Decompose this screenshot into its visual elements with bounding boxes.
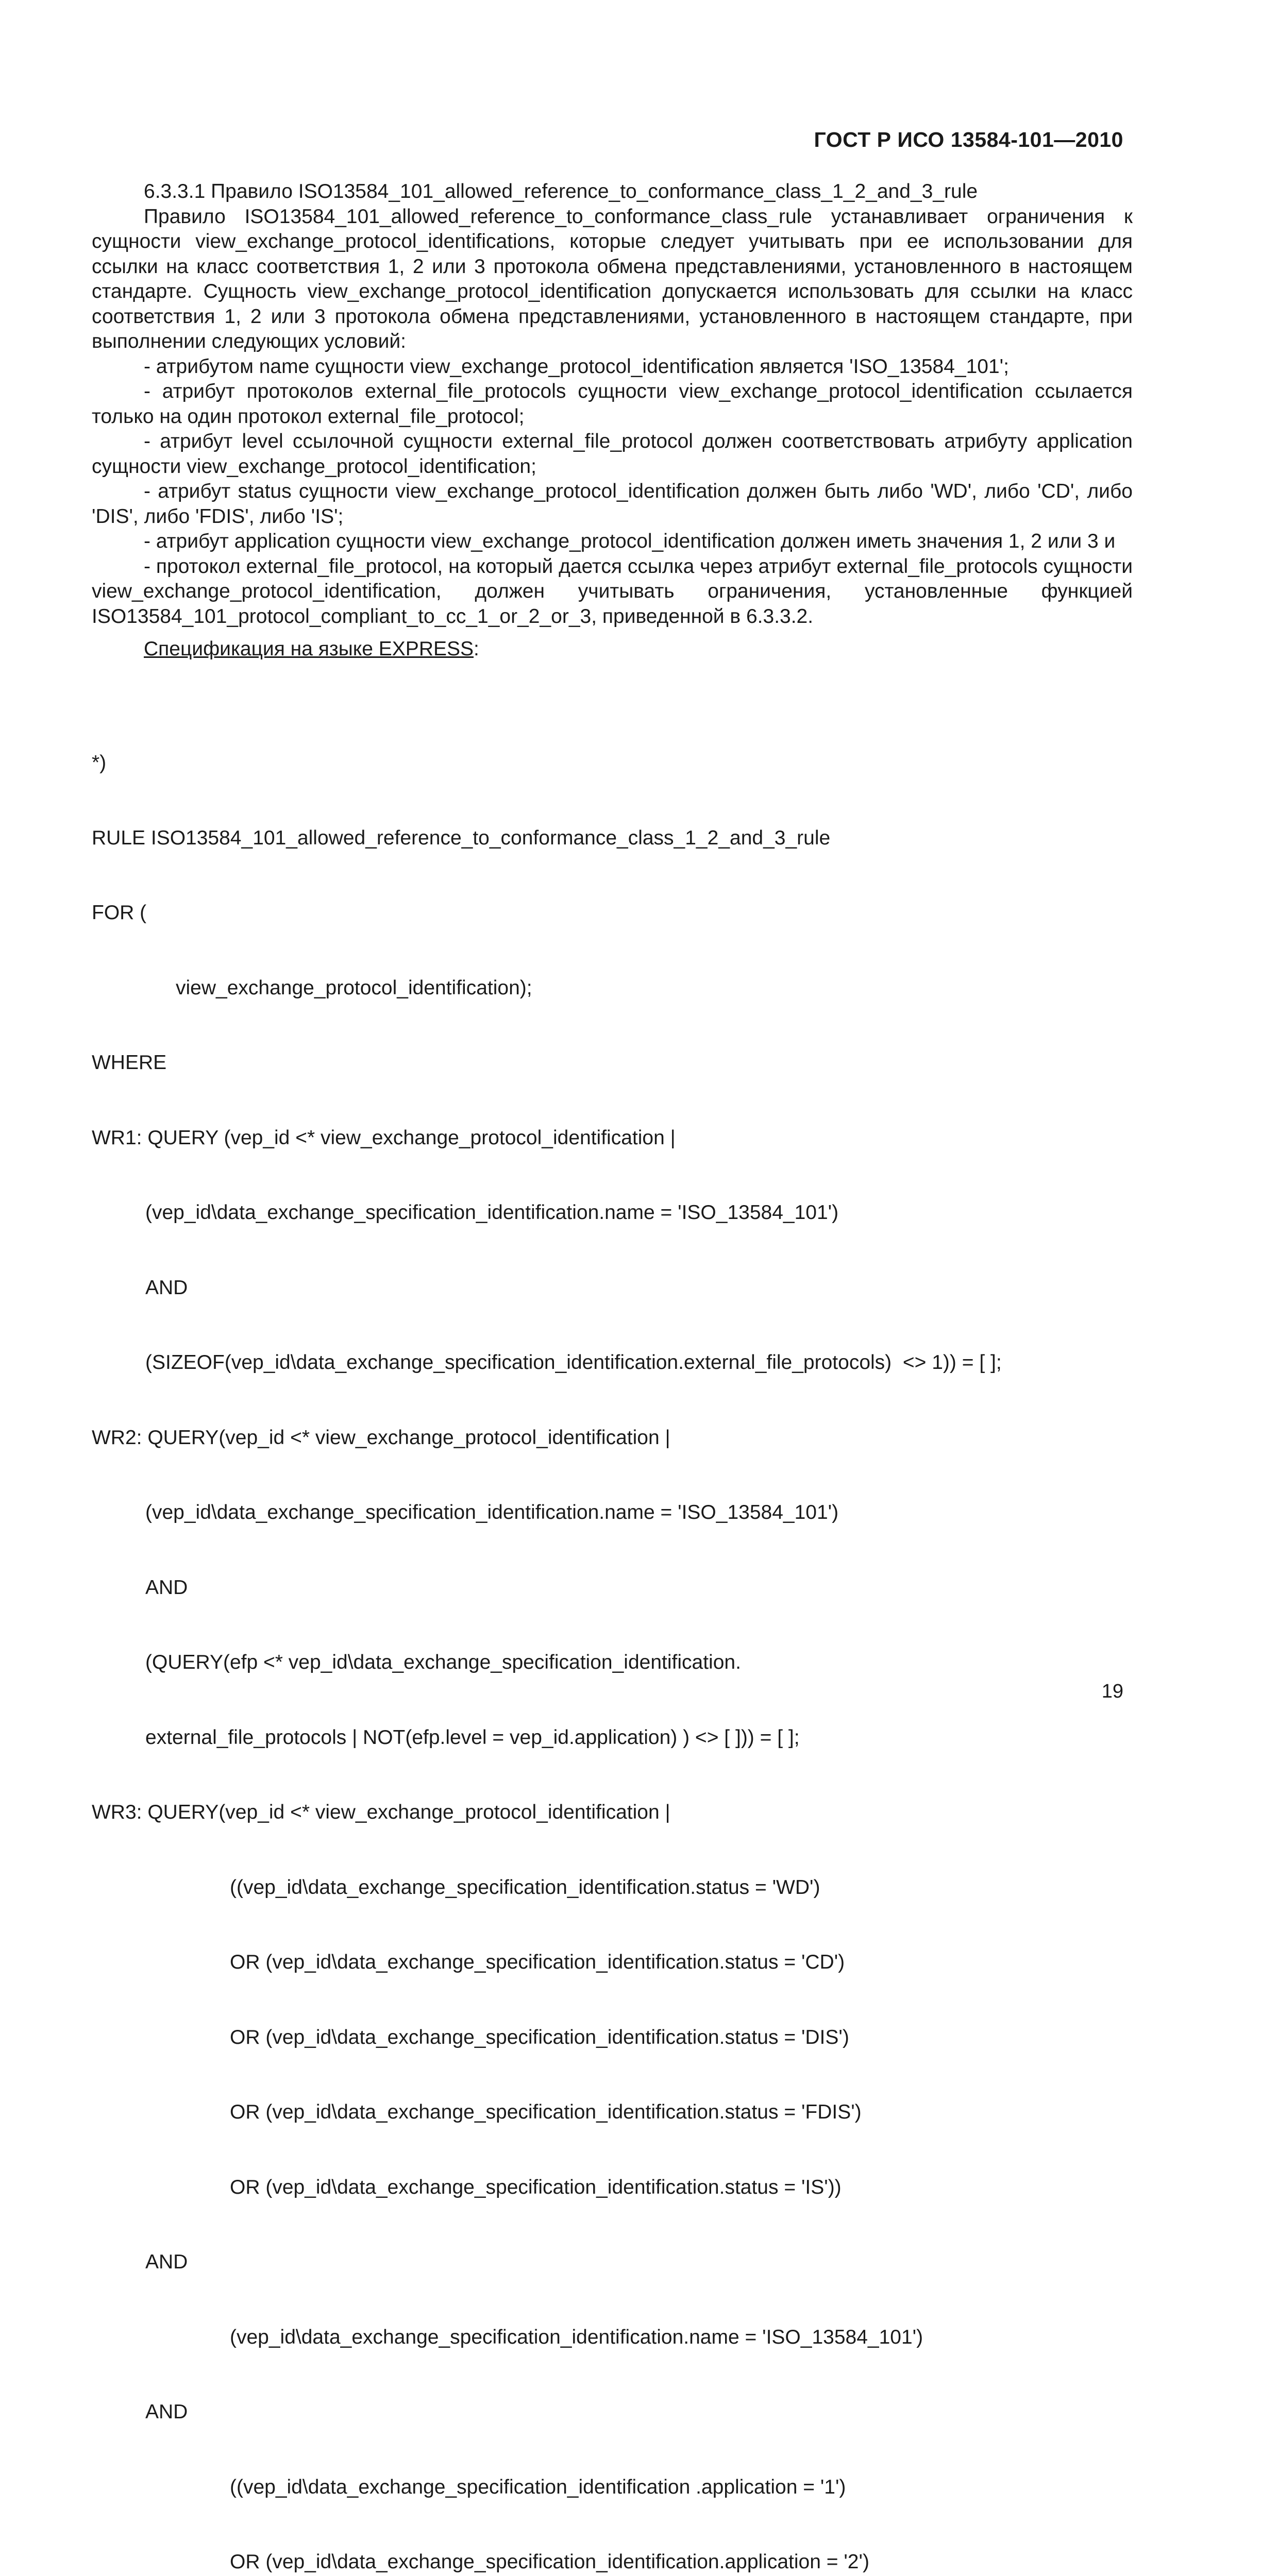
code-line: (vep_id\data_exchange_specification_identification.name = 'ISO_13584_101') [145, 1501, 839, 1523]
spec-heading-colon: : [474, 638, 479, 660]
spec-heading-line [92, 637, 1133, 662]
code-line: OR (vep_id\data_exchange_specification_identification.status = 'IS')) [230, 2176, 842, 2198]
condition-item: - атрибут протоколов external_file_protocols сущности view_exchange_protocol_identification ссылается только на один протокол external_file_protocol; [92, 380, 1133, 428]
code-line: OR (vep_id\data_exchange_specification_identification.status = 'CD') [230, 1951, 845, 1973]
code-line: FOR ( [92, 902, 147, 924]
spec-heading: Спецификация на языке EXPRESS [144, 638, 474, 660]
standard-code-header: ГОСТ Р ИСО 13584-101—2010 [814, 128, 1123, 151]
code-line: AND [145, 2251, 188, 2273]
condition-item: - атрибут application сущности view_exchange_protocol_identification должен иметь значения 1, 2 или 3 и [144, 530, 1116, 552]
code-line: AND [145, 2401, 188, 2423]
section-title: 6.3.3.1 Правило ISO13584_101_allowed_reference_to_conformance_class_1_2_and_3_rule [144, 180, 978, 202]
code-line: WR2: QUERY(vep_id <* view_exchange_protocol_identification | [92, 1426, 670, 1449]
code-line: OR (vep_id\data_exchange_specification_identification.status = 'DIS') [230, 2026, 849, 2048]
code-line: *) [92, 752, 107, 774]
code-line: AND [145, 1276, 188, 1299]
code-line: external_file_protocols | NOT(efp.level = vep_id.application) ) <> [ ])) = [ ]; [145, 1726, 800, 1749]
code-line: OR (vep_id\data_exchange_specification_identification.application = '2') [230, 2551, 869, 2573]
code-line: (QUERY(efp <* vep_id\data_exchange_specification_identification. [145, 1651, 741, 1673]
condition-item: - атрибут level ссылочной сущности external_file_protocol должен соответствовать атрибуту application сущности view_exchange_protocol_identification; [92, 430, 1133, 478]
page-number: 19 [1101, 1681, 1123, 1702]
condition-item: - атрибут status сущности view_exchange_protocol_identification должен быть либо 'WD', либо 'CD', либо 'DIS', либо 'FDIS', либо 'IS'; [92, 480, 1133, 528]
code-line: AND [145, 1576, 188, 1599]
code-line: ((vep_id\data_exchange_specification_identification.status = 'WD') [230, 1876, 820, 1899]
code-line: (SIZEOF(vep_id\data_exchange_specification_identification.external_file_protocols) <> 1)) = [ ]; [145, 1351, 1002, 1374]
code-line: WR1: QUERY (vep_id <* view_exchange_protocol_identification | [92, 1126, 676, 1149]
condition-item: - протокол external_file_protocol, на который дается ссылка через атрибут external_file_protocols сущности view_exchange_protocol_identification, должен учитывать ограничения, установленные функцией ISO13584_101_protocol_compliant_to_cc_1_or_2_or_3, приведенной в 6.3.3.2. [92, 555, 1133, 628]
code-line: WHERE [92, 1052, 167, 1074]
condition-item: - атрибутом name сущности view_exchange_protocol_identification является 'ISO_13584_101'; [144, 355, 1009, 378]
section-body [92, 179, 1133, 662]
code-line: view_exchange_protocol_identification); [176, 976, 532, 999]
section-intro: Правило ISO13584_101_allowed_reference_to_conformance_class_rule устанавливает ограничения к сущности view_exchange_protocol_identifications, которые следует учитывать при ее использовании для ссылки на класс соответствия 1, 2 или 3 протокола обмена представлениями, установленного в настоящем стандарте. Сущность view_exchange_protocol_identification допускается использовать для ссылки на класс соответствия 1, 2 или 3 протокола обмена представлениями, установленного в настоящем стандарте, при выполнении следующих условий: [92, 205, 1133, 352]
code-line: RULE ISO13584_101_allowed_reference_to_conformance_class_1_2_and_3_rule [92, 826, 831, 849]
code-line: (vep_id\data_exchange_specification_identification.name = 'ISO_13584_101') [145, 1201, 839, 1224]
express-code-block [92, 701, 1174, 2576]
code-line: ((vep_id\data_exchange_specification_identification .application = '1') [230, 2476, 846, 2498]
code-line: (vep_id\data_exchange_specification_identification.name = 'ISO_13584_101') [230, 2326, 923, 2348]
code-line: WR3: QUERY(vep_id <* view_exchange_protocol_identification | [92, 1801, 670, 1823]
code-line: OR (vep_id\data_exchange_specification_identification.status = 'FDIS') [230, 2101, 862, 2123]
